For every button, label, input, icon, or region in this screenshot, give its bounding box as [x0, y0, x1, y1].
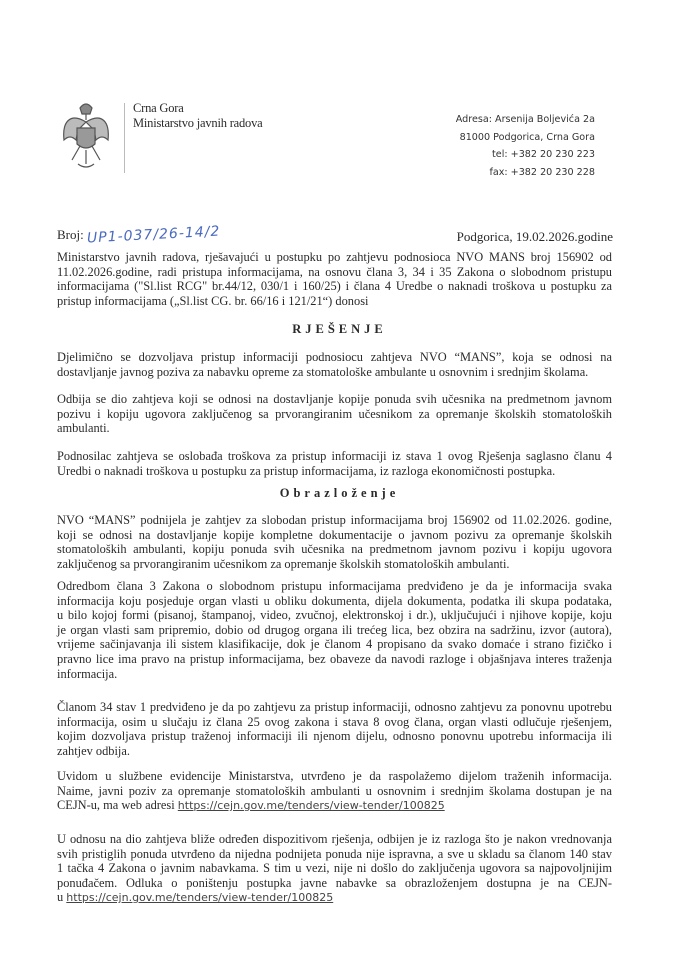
- text-line: pravno lice ima pravo na pristup informacijama, bez obaveze da navodi razloge i objašnjava interes traženja: [57, 651, 612, 666]
- text-line: Djelimično se dozvoljava pristup informaciji podnosiocu zahtjeva NVO “MANS”, koja se odnosi na: [57, 350, 612, 364]
- handwritten-number: UP1-037/26-14/2: [86, 223, 221, 247]
- link-prefix: CEJN-u, ma web adresi: [57, 798, 178, 812]
- text-line: ambulanti.: [57, 421, 110, 436]
- tender-link[interactable]: https://cejn.gov.me/tenders/view-tender/100825: [66, 891, 334, 904]
- text-line: NVO “MANS” podnijela je zahtjev za slobodan pristup informacijama broj 156902 od 11.02.2026. godine,: [57, 513, 612, 527]
- reasoning-paragraph: [57, 700, 612, 758]
- text-line: zaključenog sa prvorangiranim učesnikom za opremanje školskih stomatoloških ambulanti.: [57, 556, 510, 571]
- decision-paragraph: [57, 350, 612, 379]
- intro-paragraph: [57, 250, 612, 308]
- text-line: koji se odnosi na dostavljanje kopije kompletne dokumentacije o javnom pozivu za opremanje školskih: [57, 527, 612, 542]
- text-line: svih pristiglih ponuda utvrđeno da nijedna podnijeta ponuda nije ispravna, a sve u skladu sa članom 140 stav: [57, 846, 612, 861]
- link-line: [57, 798, 612, 814]
- text-line: dostavljanje javnog poziva za nabavku opreme za stomatološke ambulante u osnovnim i srednjim školama.: [57, 364, 589, 379]
- text-line: informacija, osim u slučaju iz člana 25 ovog zakona i stava 8 ovog člana, organ vlasti odlučuje rješenjem,: [57, 714, 612, 729]
- text-line: Odbija se dio zahtjeva koji se odnosi na dostavljanje kopije ponuda svih učesnika na predmetnom javnom: [57, 392, 612, 406]
- address-tel: tel: +382 20 230 223: [492, 149, 595, 160]
- text-line: vrijeme sačinjavanja ili sistem klasifikacije, dok je članom 4 propisano da svako domaće i strano fizičko i: [57, 637, 612, 652]
- text-line: informacija.: [57, 666, 118, 681]
- issuer: [133, 101, 263, 131]
- text-line: kojim dozvoljava pristup traženoj informaciji ili njenom dijelu, odnosno ponovnu upotrebu informacija ili: [57, 729, 612, 744]
- reasoning-paragraph: [57, 769, 612, 798]
- contact-address: [456, 111, 595, 181]
- text-line: Podnosilac zahtjeva se oslobađa troškova za pristup informaciji iz stava 1 ovog Rješenja saglasno članu 4: [57, 449, 612, 463]
- document-date: Podgorica, 19.02.2026.godine: [456, 229, 613, 244]
- link-prefix: u: [57, 890, 67, 904]
- reasoning-title: Obrazloženje: [279, 486, 400, 500]
- reference-label: Broj:: [57, 227, 84, 242]
- text-line: u bilo kojoj formi (pisanoj, štampanoj, video, zvučnoj, elektronskoj i dr.), uključujući i njihove kopije, koju: [57, 608, 612, 623]
- decision-paragraph: [57, 449, 612, 478]
- text-line: Odredbom člana 3 Zakona o slobodnom pristupu informacijama predviđeno je da je informacija svaka: [57, 579, 612, 593]
- text-line: Uvidom u službene evidencije Ministarstva, utvrđeno je da raspolažemo dijelom traženih informacija.: [57, 769, 612, 783]
- text-line: Ministarstvo javnih radova, rješavajući u postupku po zahtjevu podnosioca NVO MANS broj 156902 od: [57, 250, 612, 264]
- address-fax: fax: +382 20 230 228: [489, 166, 595, 178]
- header-divider: [124, 103, 125, 173]
- text-line: pozivu i kopiju ugovora zaključenog sa prvorangiranim učesnikom za opremanje školskih stomatoloških: [57, 406, 612, 421]
- text-line: pristup informacijama („Sl.list CG. br. 66/16 i 121/21“) donosi: [57, 293, 369, 308]
- text-line: informacijama ("Sl.list RCG" br.44/12, 030/1 i 160/25) i člana 4 Uredbe o naknadi troškova u postupku za: [57, 279, 612, 294]
- text-line: informacija koju posjeduje organ vlasti u obliku dokumenta, dijela dokumenta, podatka ili skupa podataka,: [57, 593, 612, 608]
- text-line: U odnosu na dio zahtjeva bliže određen dispozitivom rješenja, odbijen je iz razloga što je nakon vrednovanja: [57, 832, 612, 846]
- ministry-name: Ministarstvo javnih radova: [133, 116, 263, 130]
- reference-number: [57, 223, 221, 247]
- text-line: zahtjev odbija.: [57, 743, 130, 758]
- coat-of-arms-icon: [60, 100, 112, 172]
- text-line: Članom 34 stav 1 predviđeno je da po zahtjevu za pristup informaciji, odnosno zahtjevu za ponovnu upotrebu: [57, 700, 612, 714]
- text-line: stomatoloških ambulanti, kopiju ponuda svih učesnika na predmetnom javnom pozivu i kopiju ugovora: [57, 542, 612, 557]
- reasoning-paragraph: [57, 579, 612, 681]
- text-line: Naime, javni poziv za opremanje stomatoloških ambulanti u osnovnim i srednjim školama dostupan je na: [57, 783, 612, 798]
- link-line: [57, 890, 612, 906]
- reasoning-paragraph: [57, 513, 612, 571]
- tender-link[interactable]: https://cejn.gov.me/tenders/view-tender/100825: [177, 799, 445, 812]
- text-line: Uredbi o naknadi troškova u postupku za pristup informacijama, iz razloga ekonomičnosti postupka.: [57, 463, 556, 478]
- text-line: 11.02.2026.godine, radi pristupa informacijama, na osnovu člana 3, 34 i 35 Zakona o slobodnom pristupu: [57, 264, 612, 279]
- reasoning-paragraph: [57, 832, 612, 890]
- address-line: Adresa: Arsenija Boljevića 2a: [455, 114, 595, 125]
- text-line: ponuđačem. Odluka o poništenju postupka javne nabavke sa obrazloženjem dostupna je na CEJN-: [57, 875, 612, 890]
- decision-title: RJEŠENJE: [292, 322, 387, 336]
- decision-paragraph: [57, 392, 612, 436]
- address-city: 81000 Podgorica, Crna Gora: [459, 131, 595, 143]
- country-name: Crna Gora: [133, 101, 184, 115]
- text-line: je organ vlasti sam pripremio, dobio od drugog organa ili trećeg lica, bez obzira na sadržinu, izvor (autora),: [57, 622, 612, 637]
- text-line: 1 tačka 4 Zakona o javnim nabavkama. S tim u vezi, nije ni došlo do zaključenja ugovora sa najpovoljnijim: [57, 861, 612, 876]
